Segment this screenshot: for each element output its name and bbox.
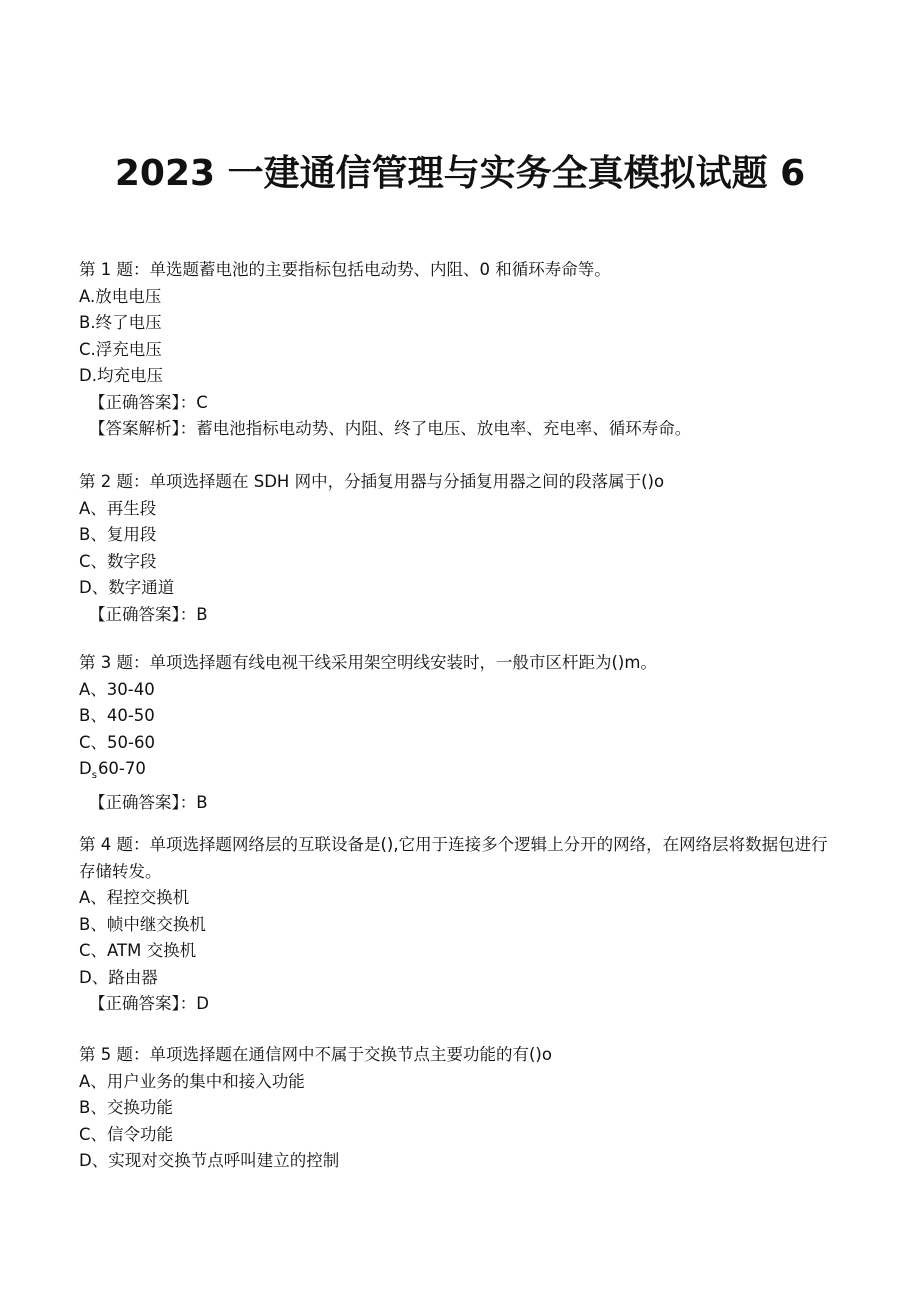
option-a: A、30-40 bbox=[79, 679, 155, 699]
question-3 bbox=[79, 650, 839, 816]
option-a: A、再生段 bbox=[79, 498, 157, 518]
correct-answer: 【正确答案】：B bbox=[89, 792, 208, 812]
option-d: D、路由器 bbox=[79, 967, 158, 987]
correct-answer: 【正确答案】：B bbox=[89, 604, 208, 624]
question-stem: 第 3 题：单项选择题有线电视干线采用架空明线安装时，一般市区杆距为()m。 bbox=[79, 653, 657, 672]
option-d: D、数字通道 bbox=[79, 578, 175, 597]
option-d-subscript: s bbox=[91, 770, 97, 781]
question-stem: 第 1 题：单选题蓄电池的主要指标包括电动势、内阻、0 和循环寿命等。 bbox=[79, 260, 611, 279]
page-title: 2023 一建通信管理与实务全真模拟试题 6 bbox=[114, 153, 806, 194]
option-c: C、数字段 bbox=[79, 551, 157, 571]
question-stem: 第 2 题：单项选择题在 SDH 网中，分插复用器与分插复用器之间的段落属于()o bbox=[79, 472, 665, 491]
question-5 bbox=[79, 1042, 839, 1175]
option-c: C、信令功能 bbox=[79, 1124, 174, 1144]
correct-answer: 【正确答案】：C bbox=[89, 392, 208, 412]
option-d bbox=[79, 756, 839, 790]
option-b: B、帧中继交换机 bbox=[79, 914, 206, 934]
option-a: A、程控交换机 bbox=[79, 888, 190, 907]
question-1 bbox=[79, 257, 839, 443]
option-b: B、40-50 bbox=[79, 706, 155, 725]
option-d-letter: D bbox=[79, 759, 92, 778]
option-c: C.浮充电压 bbox=[79, 339, 162, 359]
option-c: C、50-60 bbox=[79, 732, 155, 752]
option-c: C、ATM 交换机 bbox=[79, 941, 197, 960]
option-b: B、交换功能 bbox=[79, 1098, 173, 1117]
question-stem: 第 4 题：单项选择题网络层的互联设备是(),它用于连接多个逻辑上分开的网络，在网络层将数据包进行存储转发。 bbox=[79, 835, 828, 881]
option-a: A、用户业务的集中和接入功能 bbox=[79, 1071, 305, 1091]
option-a: A.放电电压 bbox=[79, 286, 162, 306]
correct-answer: 【正确答案】：D bbox=[89, 994, 209, 1013]
option-d: D、实现对交换节点呼叫建立的控制 bbox=[79, 1151, 340, 1170]
option-d-text: 60-70 bbox=[97, 759, 146, 778]
answer-analysis: 【答案解析】：蓄电池指标电动势、内阻、终了电压、放电率、充电率、循环寿命。 bbox=[89, 419, 692, 438]
question-4 bbox=[79, 832, 839, 1018]
question-2 bbox=[79, 469, 839, 628]
option-b: B.终了电压 bbox=[79, 313, 162, 332]
option-d: D.均充电压 bbox=[79, 366, 163, 385]
question-stem: 第 5 题：单项选择题在通信网中不属于交换节点主要功能的有()o bbox=[79, 1045, 552, 1064]
option-b: B、复用段 bbox=[79, 525, 157, 544]
